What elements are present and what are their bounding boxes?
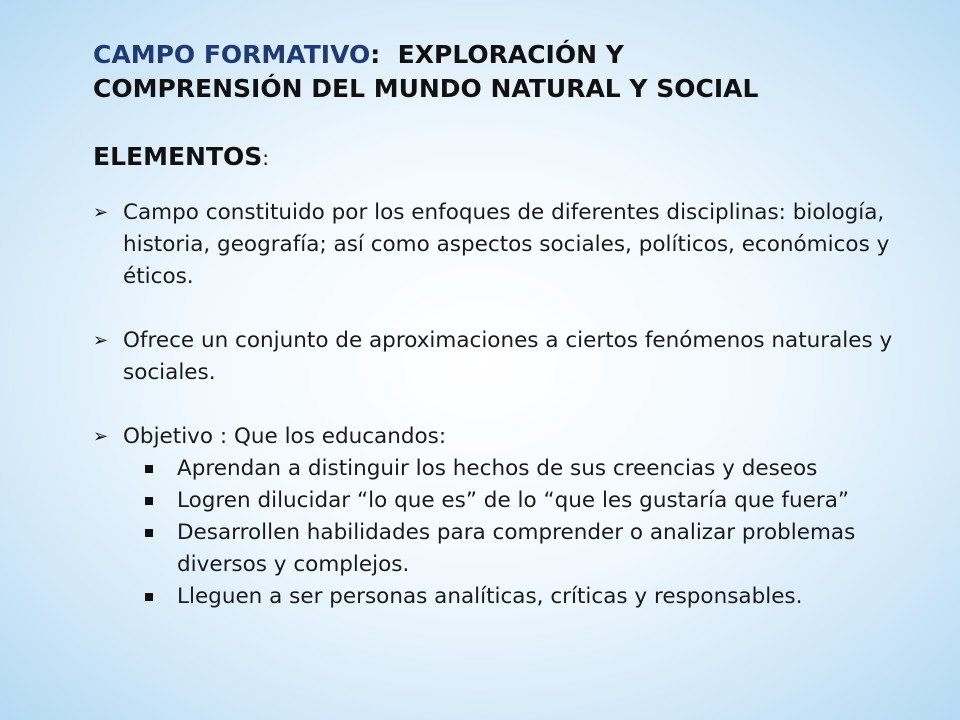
square-bullet-icon bbox=[145, 593, 153, 601]
section-heading bbox=[93, 140, 923, 175]
section-heading-colon: : bbox=[262, 146, 270, 170]
sub-bullet-item bbox=[123, 517, 923, 581]
arrowhead-icon: ➢ bbox=[93, 426, 109, 447]
sub-bullet-text: Desarrollen habilidades para comprender o analizar problemas diversos y complejos. bbox=[177, 520, 856, 577]
square-bullet-icon bbox=[145, 497, 153, 505]
slide-content bbox=[93, 38, 923, 613]
title-part-1: CAMPO FORMATIVO bbox=[93, 40, 371, 69]
slide-title bbox=[93, 38, 923, 106]
bullet-text: Objetivo : Que los educandos: bbox=[123, 424, 447, 449]
title-part-2: EXPLORACIÓN Y bbox=[380, 40, 624, 69]
bullet-list bbox=[93, 197, 923, 453]
sub-bullet-text: Logren dilucidar “lo que es” de lo “que les gustaría que fuera” bbox=[177, 488, 850, 513]
sub-bullet-item bbox=[123, 453, 923, 485]
sub-bullet-text: Aprendan a distinguir los hechos de sus creencias y deseos bbox=[177, 456, 818, 481]
sub-bullet-list bbox=[93, 453, 923, 613]
bullet-item bbox=[93, 197, 923, 293]
arrowhead-icon: ➢ bbox=[93, 202, 109, 223]
arrowhead-icon: ➢ bbox=[93, 330, 109, 351]
bullet-item bbox=[93, 325, 923, 389]
sub-bullet-text: Lleguen a ser personas analíticas, críticas y responsables. bbox=[177, 584, 803, 609]
title-colon: : bbox=[370, 40, 381, 69]
bullet-item bbox=[93, 421, 923, 453]
square-bullet-icon bbox=[145, 465, 153, 473]
title-line-2: COMPRENSIÓN DEL MUNDO NATURAL Y SOCIAL bbox=[93, 74, 759, 103]
section-heading-label: ELEMENTOS bbox=[93, 142, 263, 171]
sub-bullet-item bbox=[123, 581, 923, 613]
square-bullet-icon bbox=[145, 529, 153, 537]
bullet-text: Campo constituido por los enfoques de diferentes disciplinas: biología, historia, geografía; así como aspectos sociales, políticos, económicos y éticos. bbox=[123, 200, 890, 289]
bullet-text: Ofrece un conjunto de aproximaciones a ciertos fenómenos naturales y sociales. bbox=[123, 328, 893, 385]
sub-bullet-item bbox=[123, 485, 923, 517]
